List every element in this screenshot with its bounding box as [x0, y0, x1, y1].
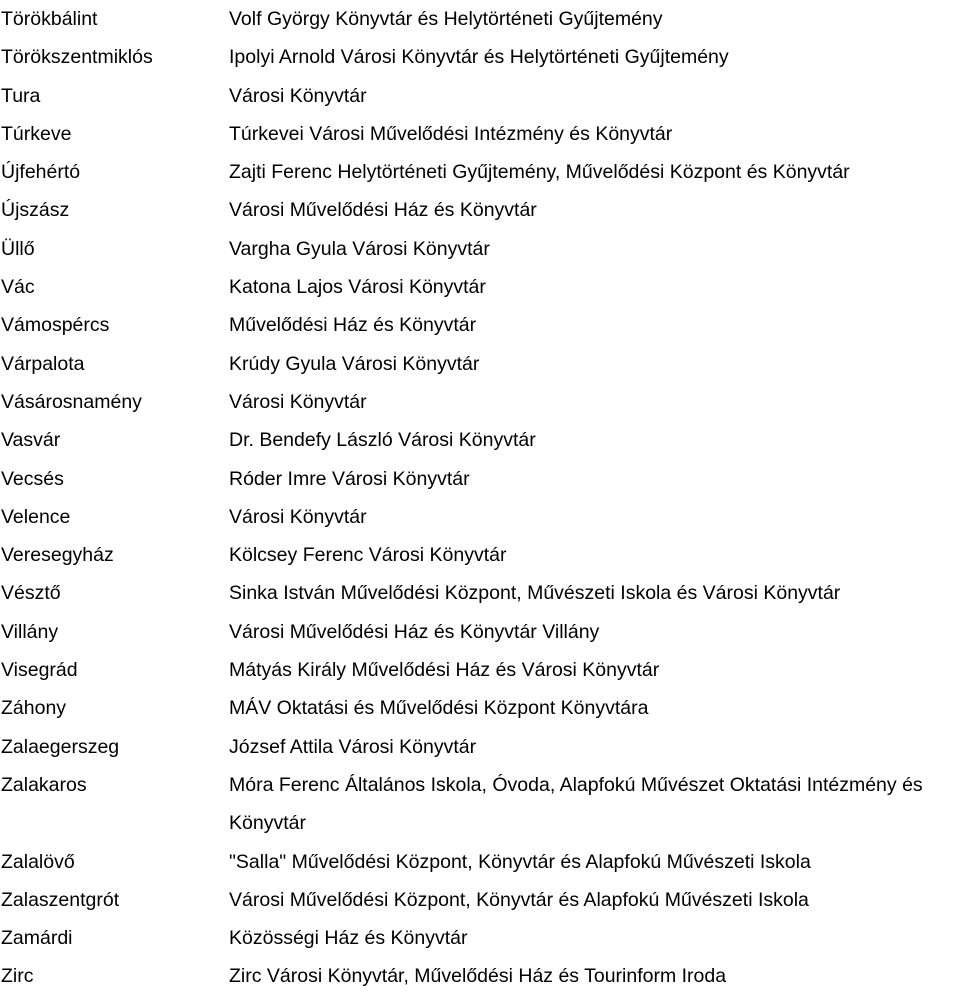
list-item: [0, 651, 960, 689]
library-name: Katona Lajos Városi Könyvtár: [229, 276, 486, 299]
library-name: Művelődési Ház és Könyvtár: [229, 314, 477, 337]
library-name: Sinka István Művelődési Központ, Művészeti Iskola és Városi Könyvtár: [229, 582, 841, 605]
list-item: [0, 38, 960, 76]
library-name: Városi Könyvtár: [229, 390, 367, 413]
town-name: Villány: [1, 620, 59, 643]
list-item: [0, 77, 960, 115]
list-item: [0, 536, 960, 574]
list-item: [0, 689, 960, 727]
list-item: [0, 383, 960, 421]
town-name: Záhony: [1, 697, 67, 720]
town-name: Vác: [1, 276, 35, 299]
town-name: Zirc: [1, 965, 34, 988]
list-item: [0, 766, 960, 843]
town-name: Üllő: [1, 237, 35, 260]
library-name: "Salla" Művelődési Központ, Könyvtár és Alapfokú Művészeti Iskola: [229, 850, 811, 873]
town-name: Törökbálint: [1, 8, 98, 30]
town-name: Újfehértó: [1, 161, 81, 184]
library-name: Városi Könyvtár: [229, 84, 367, 107]
town-name: Vésztő: [1, 582, 61, 605]
town-name: Zalalövő: [1, 850, 75, 873]
list-item: [0, 957, 960, 995]
town-name: Vámospércs: [1, 314, 110, 337]
library-name: Vargha Gyula Városi Könyvtár: [229, 237, 490, 260]
list-item: [0, 728, 960, 766]
town-name: Tura: [1, 84, 41, 107]
list-item: [0, 268, 960, 306]
library-name: Városi Könyvtár: [229, 505, 367, 528]
library-name: Ipolyi Arnold Városi Könyvtár és Helytörténeti Gyűjtemény: [229, 46, 729, 69]
library-name: Dr. Bendefy László Városi Könyvtár: [229, 429, 536, 452]
town-name: Veresegyház: [1, 544, 114, 567]
list-item: [0, 498, 960, 536]
library-name: Mátyás Király Művelődési Ház és Városi Könyvtár: [229, 659, 660, 682]
town-name: Túrkeve: [1, 122, 72, 145]
library-name: Városi Művelődési Ház és Könyvtár: [229, 199, 537, 222]
town-name: Vasvár: [1, 429, 61, 452]
town-name: Törökszentmiklós: [1, 46, 153, 69]
library-name: Zirc Városi Könyvtár, Művelődési Ház és Tourinform Iroda: [229, 965, 727, 988]
list-item: [0, 230, 960, 268]
library-name: Róder Imre Városi Könyvtár: [229, 467, 470, 490]
town-name: Zalaegerszeg: [1, 735, 120, 758]
list-item: [0, 574, 960, 612]
town-name: Velence: [1, 505, 71, 528]
library-name: Túrkevei Városi Művelődési Intézmény és Könyvtár: [229, 122, 673, 145]
town-name: Újszász: [1, 199, 70, 222]
town-name: Zalakaros: [1, 773, 87, 796]
list-item: [0, 115, 960, 153]
list-item: [0, 345, 960, 383]
town-name: Zamárdi: [1, 927, 73, 950]
library-name: Városi Művelődési Központ, Könyvtár és Alapfokú Művészeti Iskola: [229, 888, 809, 911]
list-item: [0, 421, 960, 459]
list-item: [0, 306, 960, 344]
list-item: [0, 919, 960, 957]
list-item: [0, 843, 960, 881]
town-name: Várpalota: [1, 352, 85, 375]
library-name: Városi Művelődési Ház és Könyvtár Villány: [229, 620, 600, 643]
list-item: [0, 191, 960, 229]
town-name: Visegrád: [1, 659, 78, 682]
list-item: [0, 613, 960, 651]
library-name: Móra Ferenc Általános Iskola, Óvoda, Alapfokú Művészet Oktatási Intézmény és Könyvtár: [229, 773, 923, 835]
library-name: Közösségi Ház és Könyvtár: [229, 927, 468, 950]
library-name: Kölcsey Ferenc Városi Könyvtár: [229, 544, 507, 567]
town-name: Vecsés: [1, 467, 64, 490]
library-name: Zajti Ferenc Helytörténeti Gyűjtemény, Művelődési Központ és Könyvtár: [229, 161, 850, 184]
list-item: [0, 460, 960, 498]
list-item: [0, 0, 960, 38]
town-name: Vásárosnamény: [1, 390, 142, 413]
library-name: Volf György Könyvtár és Helytörténeti Gyűjtemény: [229, 8, 663, 30]
library-name: MÁV Oktatási és Művelődési Központ Könyvtára: [229, 697, 649, 720]
town-name: Zalaszentgrót: [1, 888, 120, 911]
library-name: József Attila Városi Könyvtár: [229, 735, 477, 758]
list-item: [0, 881, 960, 919]
list-item: [0, 153, 960, 191]
library-name: Krúdy Gyula Városi Könyvtár: [229, 352, 480, 375]
